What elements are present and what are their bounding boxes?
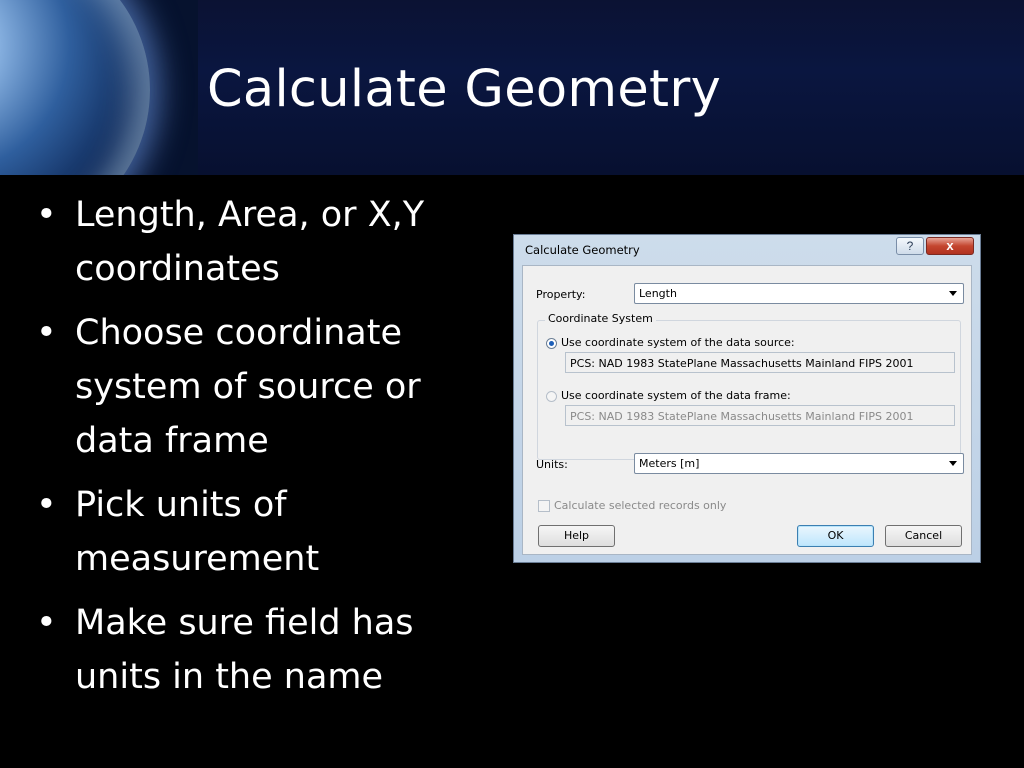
source-coordinate-system-value: PCS: NAD 1983 StatePlane Massachusetts Mainland FIPS 2001	[570, 357, 914, 370]
units-label: Units:	[536, 458, 568, 471]
units-value: Meters [m]	[639, 457, 700, 470]
ok-button[interactable]: OK	[797, 525, 874, 547]
bullet-text: Make sure field has units in the name	[75, 603, 414, 697]
chevron-down-icon	[949, 461, 957, 466]
selected-only-label: Calculate selected records only	[554, 499, 727, 512]
radio-data-frame[interactable]	[546, 391, 557, 402]
calculate-geometry-dialog	[513, 234, 981, 563]
slide-title: Calculate Geometry	[207, 60, 722, 119]
property-label: Property:	[536, 288, 586, 301]
close-button[interactable]: x	[926, 237, 974, 255]
context-help-button[interactable]: ?	[896, 237, 924, 255]
radio-data-source[interactable]	[546, 338, 557, 349]
frame-coordinate-system-value: PCS: NAD 1983 StatePlane Massachusetts Mainland FIPS 2001	[570, 410, 914, 423]
dialog-body	[522, 265, 972, 555]
bullet-item	[34, 306, 474, 468]
bullet-item	[34, 188, 474, 296]
globe-glow	[0, 0, 150, 175]
bullet-text: Choose coordinate system of source or data frame	[75, 313, 421, 461]
units-dropdown[interactable]	[634, 453, 964, 474]
bullet-dot: •	[36, 195, 57, 235]
source-coordinate-system-field	[565, 352, 955, 373]
bullet-list	[34, 188, 474, 714]
globe-image	[0, 0, 198, 175]
bullet-text: Pick units of measurement	[75, 485, 320, 579]
chevron-down-icon	[949, 291, 957, 296]
radio-data-frame-label[interactable]: Use coordinate system of the data frame:	[561, 389, 791, 402]
help-button[interactable]: Help	[538, 525, 615, 547]
dialog-title: Calculate Geometry	[525, 243, 640, 257]
property-value: Length	[639, 287, 677, 300]
coordinate-system-label: Coordinate System	[545, 312, 656, 325]
bullet-dot: •	[36, 603, 57, 643]
bullet-text: Length, Area, or X,Y coordinates	[75, 195, 425, 289]
bullet-item	[34, 596, 474, 704]
bullet-item	[34, 478, 474, 586]
bullet-dot: •	[36, 485, 57, 525]
cancel-button[interactable]: Cancel	[885, 525, 962, 547]
property-dropdown[interactable]	[634, 283, 964, 304]
bullet-dot: •	[36, 313, 57, 353]
frame-coordinate-system-field	[565, 405, 955, 426]
radio-data-source-label[interactable]: Use coordinate system of the data source:	[561, 336, 795, 349]
selected-only-checkbox[interactable]	[538, 500, 550, 512]
